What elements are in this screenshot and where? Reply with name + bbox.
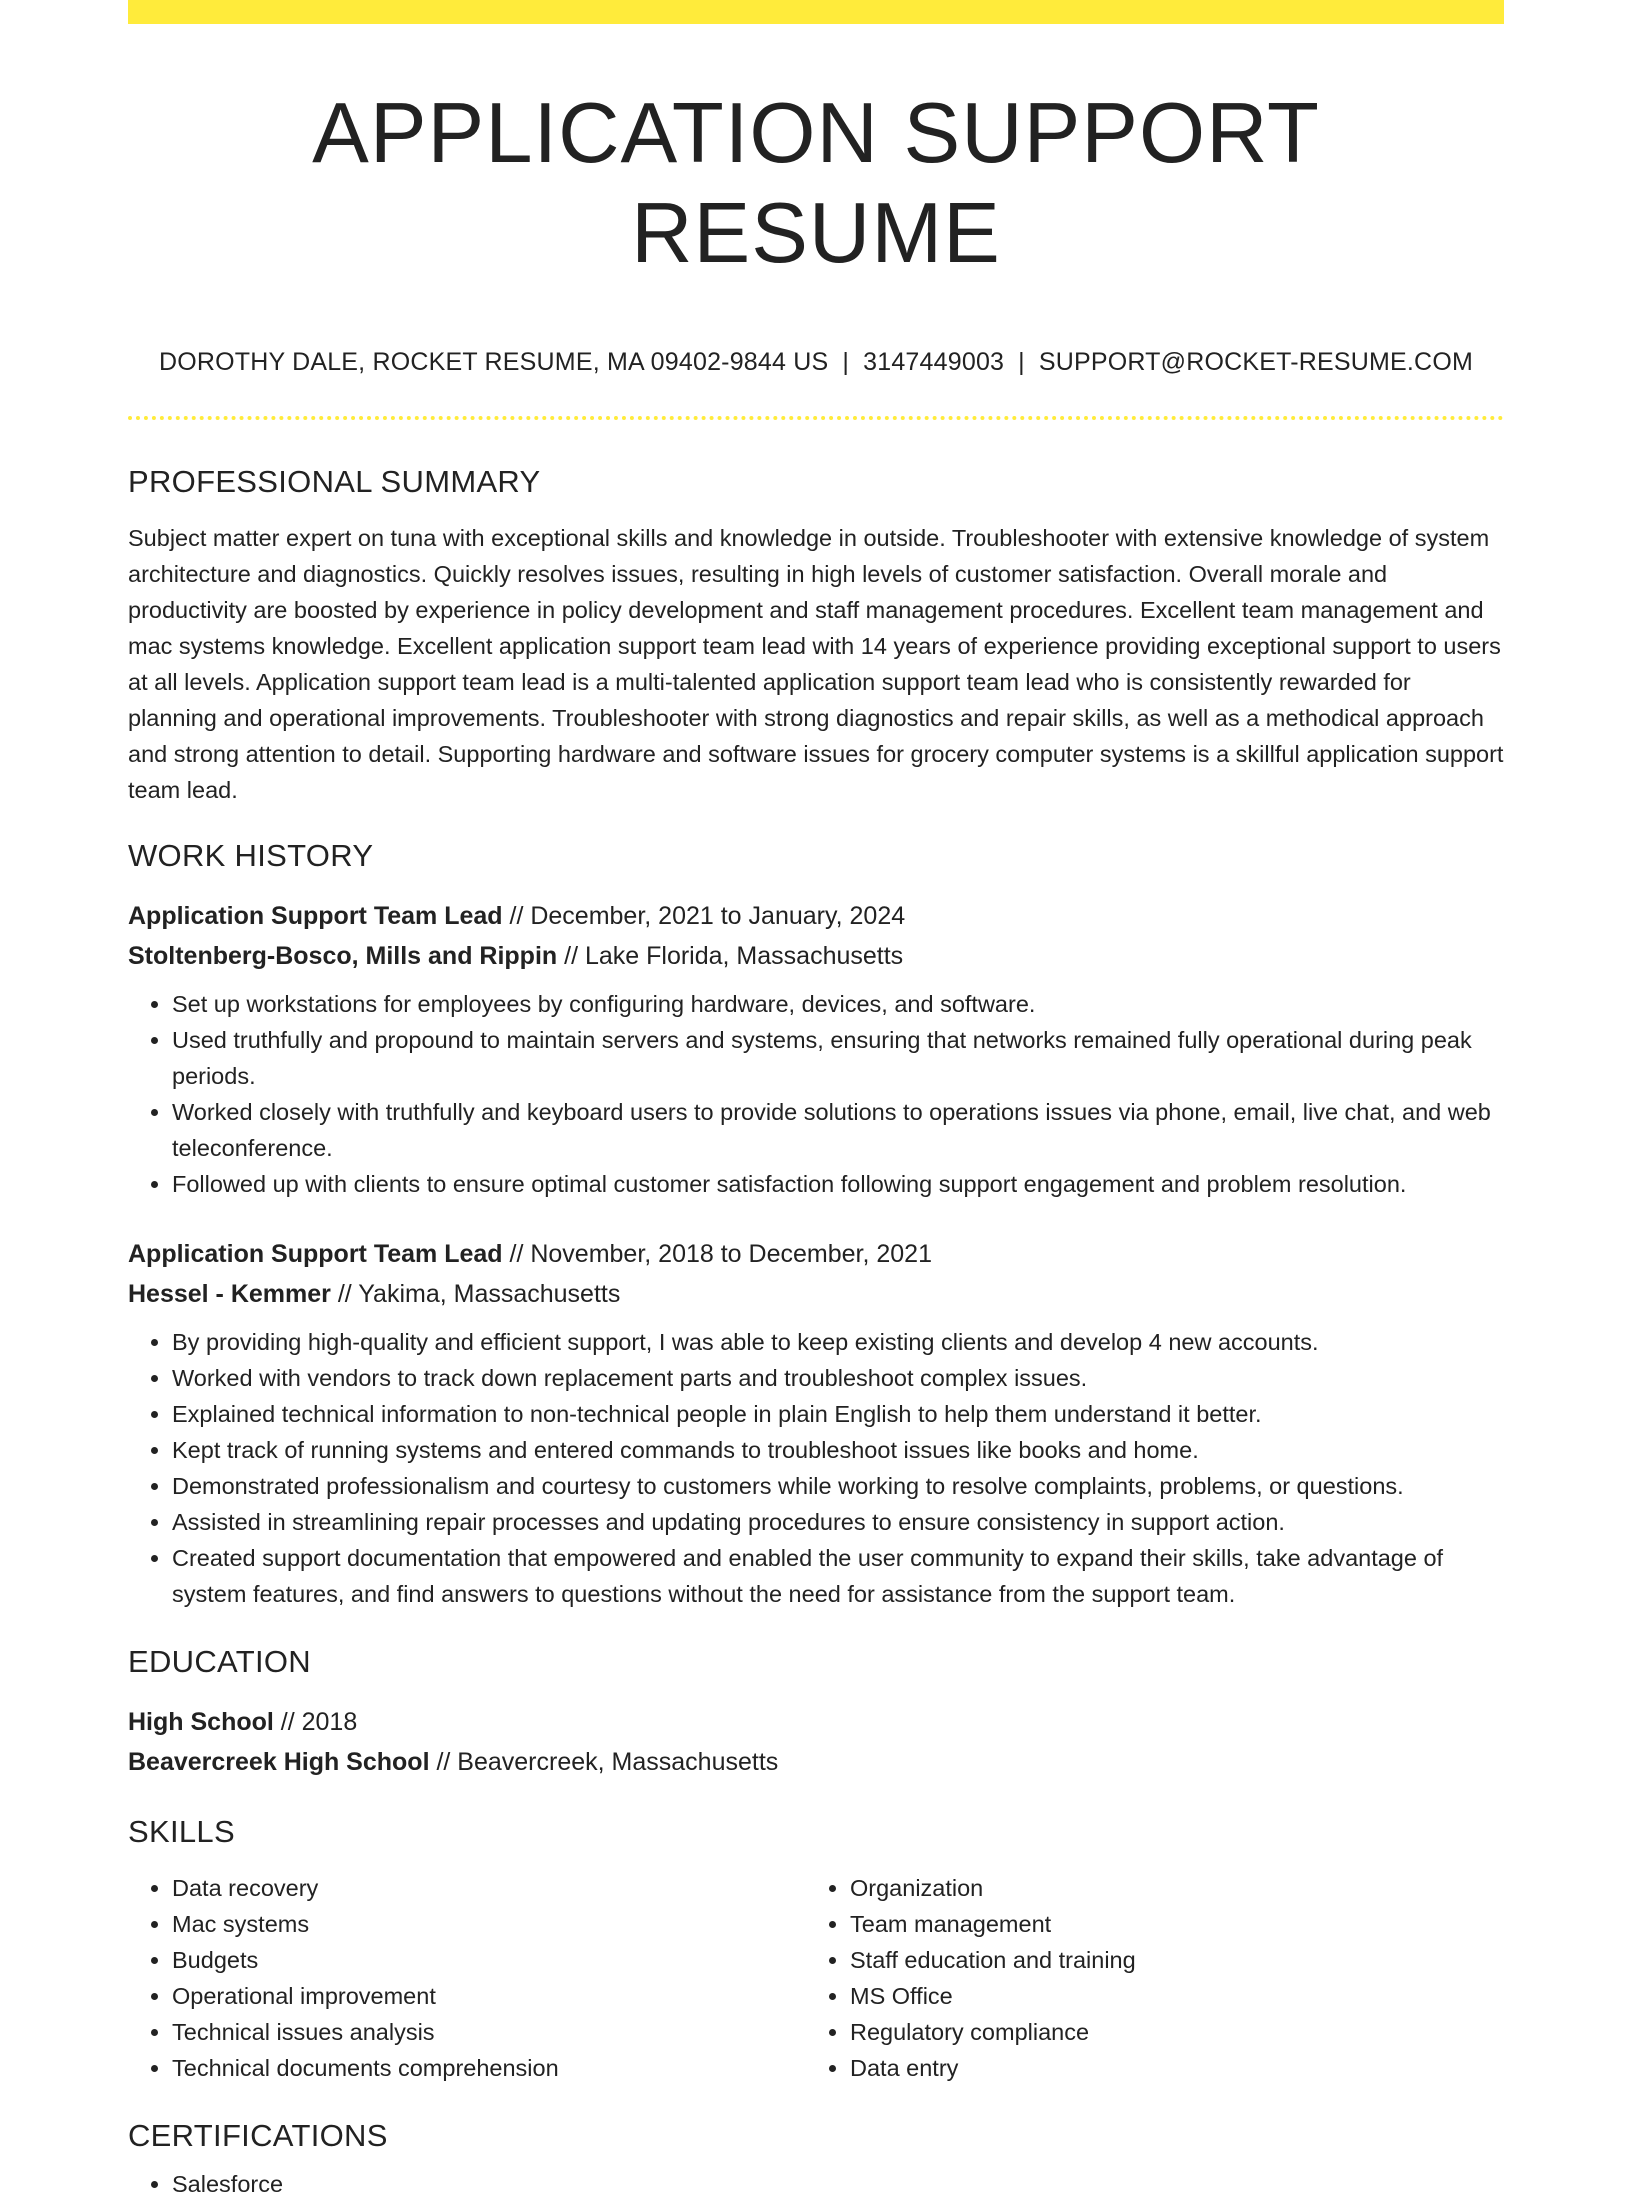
job-title: Application Support Team Lead bbox=[128, 1240, 503, 1268]
resume-title: APPLICATION SUPPORT RESUME bbox=[312, 86, 1320, 281]
education-heading: EDUCATION bbox=[128, 1644, 311, 1679]
skills-column-left bbox=[128, 1870, 806, 2086]
job-entry bbox=[128, 1234, 1504, 1612]
job-bullet-list bbox=[128, 986, 1504, 1202]
contact-line bbox=[128, 346, 1504, 378]
skills-heading: SKILLS bbox=[128, 1814, 235, 1849]
skills-grid bbox=[128, 1870, 1504, 2086]
job-bullet: • Worked closely with truthfully and keyboard users to provide solutions to operations issues via phone, email, live chat, and web teleconference. bbox=[172, 1094, 1504, 1166]
education-entry bbox=[128, 1702, 1504, 1782]
certifications-heading: CERTIFICATIONS bbox=[128, 2118, 388, 2153]
job-bullet: • Kept track of running systems and entered commands to troubleshoot issues like books and home. bbox=[172, 1432, 1504, 1468]
job-entry bbox=[128, 896, 1504, 1202]
certification-item: • Salesforce bbox=[172, 2166, 1504, 2202]
education-school-line bbox=[128, 1742, 1504, 1782]
education-school: Beavercreek High School bbox=[128, 1748, 430, 1776]
job-bullet: • Set up workstations for employees by configuring hardware, devices, and software. bbox=[172, 986, 1504, 1022]
skill-item: • Organization bbox=[850, 1870, 1484, 1906]
job-bullet: • Explained technical information to non-technical people in plain English to help them understand it better. bbox=[172, 1396, 1504, 1432]
summary-heading: PROFESSIONAL SUMMARY bbox=[128, 464, 541, 499]
header-divider bbox=[128, 416, 1504, 420]
skill-item: • Budgets bbox=[172, 1942, 806, 1978]
job-title-line bbox=[128, 1234, 1504, 1274]
job-dates: // December, 2021 to January, 2024 bbox=[502, 902, 906, 930]
skill-item: • Regulatory compliance bbox=[850, 2014, 1484, 2050]
contact-separator: | bbox=[842, 348, 850, 376]
education-degree: High School bbox=[128, 1708, 274, 1736]
skill-item: • Technical documents comprehension bbox=[172, 2050, 806, 2086]
job-bullet: • Assisted in streamlining repair processes and updating procedures to ensure consistency in support action. bbox=[172, 1504, 1504, 1540]
skill-item: • Mac systems bbox=[172, 1906, 806, 1942]
resume-page bbox=[128, 0, 1504, 2202]
skills-column-right bbox=[806, 1870, 1484, 2086]
job-dates: // November, 2018 to December, 2021 bbox=[502, 1240, 932, 1268]
education-location: // Beavercreek, Massachusetts bbox=[429, 1748, 779, 1776]
skill-item: • Technical issues analysis bbox=[172, 2014, 806, 2050]
job-company: Hessel - Kemmer bbox=[128, 1280, 331, 1308]
contact-phone: 3147449003 bbox=[863, 348, 1005, 376]
certifications-list bbox=[128, 2166, 1504, 2202]
skill-item: • MS Office bbox=[850, 1978, 1484, 2014]
job-location: // Lake Florida, Massachusetts bbox=[557, 942, 904, 970]
work-history-heading: WORK HISTORY bbox=[128, 838, 374, 873]
skill-item: • Data recovery bbox=[172, 1870, 806, 1906]
contact-address: DOROTHY DALE, ROCKET RESUME, MA 09402-9844 US bbox=[158, 348, 829, 376]
job-title: Application Support Team Lead bbox=[128, 902, 503, 930]
job-location: // Yakima, Massachusetts bbox=[330, 1280, 621, 1308]
education-degree-line bbox=[128, 1702, 1504, 1742]
job-company-line bbox=[128, 1274, 1504, 1314]
header-accent-bar bbox=[128, 0, 1504, 24]
job-bullet: • Created support documentation that empowered and enabled the user community to expand their skills, take advantage of system features, and find answers to questions without the need for assistance from the support team. bbox=[172, 1540, 1504, 1612]
job-bullet: • Demonstrated professionalism and courtesy to customers while working to resolve complaints, problems, or questions. bbox=[172, 1468, 1504, 1504]
contact-email: SUPPORT@ROCKET-RESUME.COM bbox=[1038, 348, 1473, 376]
job-company: Stoltenberg-Bosco, Mills and Rippin bbox=[128, 942, 558, 970]
skill-item: • Team management bbox=[850, 1906, 1484, 1942]
job-bullet: • Used truthfully and propound to maintain servers and systems, ensuring that networks remained fully operational during peak periods. bbox=[172, 1022, 1504, 1094]
education-year: // 2018 bbox=[273, 1708, 358, 1736]
job-title-line bbox=[128, 896, 1504, 936]
summary-text: Subject matter expert on tuna with exceptional skills and knowledge in outside. Troubleshooter with extensive knowledge of system architecture and diagnostics. Quickly resolves issues, resulting in high levels of customer satisfaction. Overall morale and productivity are boosted by experience in policy development and staff management procedures. Excellent team management and mac systems knowledge. Excellent application support team lead with 14 years of experience providing exceptional support to users at all levels. Application support team lead is a multi-talented application support team lead who is consistently rewarded for planning and operational improvements. Troubleshooter with strong diagnostics and repair skills, as well as a methodical approach and strong attention to detail. Supporting hardware and software issues for grocery computer systems is a skillful application support team lead. bbox=[128, 525, 1504, 803]
job-bullet: • Worked with vendors to track down replacement parts and troubleshoot complex issues. bbox=[172, 1360, 1504, 1396]
skill-item: • Operational improvement bbox=[172, 1978, 806, 2014]
job-bullet: • Followed up with clients to ensure optimal customer satisfaction following support engagement and problem resolution. bbox=[172, 1166, 1504, 1202]
job-bullet-list bbox=[128, 1324, 1504, 1612]
skill-item: • Staff education and training bbox=[850, 1942, 1484, 1978]
job-bullet: • By providing high-quality and efficient support, I was able to keep existing clients and develop 4 new accounts. bbox=[172, 1324, 1504, 1360]
skill-item: • Data entry bbox=[850, 2050, 1484, 2086]
contact-separator: | bbox=[1018, 348, 1025, 376]
job-company-line bbox=[128, 936, 1504, 976]
